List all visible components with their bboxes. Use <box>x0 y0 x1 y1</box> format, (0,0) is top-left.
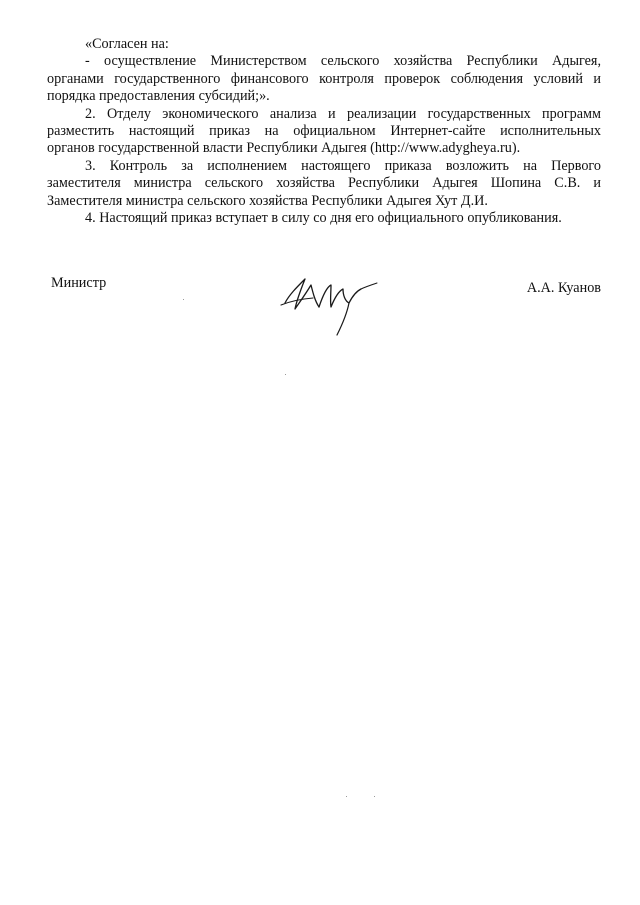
item-4-line-1: 4. Настоящий приказ вступает в силу со дня его официального опубликования. <box>85 210 562 227</box>
item-3-line-1: 3. Контроль за исполнением настоящего приказа возложить на Первого <box>85 157 601 174</box>
signatory-role: Министр <box>51 275 107 291</box>
signatory-name: А.А. Куанов <box>526 280 601 296</box>
item-3-line-2: заместителя министра сельского хозяйства Республики Адыгея Шопина С.В. и <box>47 175 601 192</box>
agreement-heading: «Согласен на: <box>85 36 169 52</box>
handwritten-signature <box>275 265 385 345</box>
agreement-line-3: порядка предоставления субсидий;». <box>47 88 270 105</box>
item-3-paragraph <box>47 158 601 210</box>
signature-block <box>47 265 601 345</box>
item-2-line-2: разместить настоящий приказ на официальном Интернет-сайте исполнительных <box>47 123 601 140</box>
scan-speck <box>183 299 184 300</box>
scan-speck <box>374 796 375 797</box>
item-2-line-3: органов государственной власти Республики Адыгея (http://www.adygheya.ru). <box>47 140 521 157</box>
item-4-paragraph <box>47 210 601 227</box>
item-3-line-3: Заместителя министра сельского хозяйства Республики Адыгея Хут Д.И. <box>47 192 488 209</box>
agreement-line-1: - осуществление Министерством сельского хозяйства Республики Адыгея, <box>85 53 601 70</box>
item-2-line-1: 2. Отделу экономического анализа и реализации государственных программ <box>85 105 601 122</box>
agreement-line-2: органами государственного финансового контроля проверок соблюдения условий и <box>47 70 601 87</box>
item-2-paragraph <box>47 106 601 158</box>
scan-speck <box>346 796 347 797</box>
order-text <box>47 36 601 227</box>
scan-speck <box>285 374 286 375</box>
agreement-clause <box>47 36 601 106</box>
